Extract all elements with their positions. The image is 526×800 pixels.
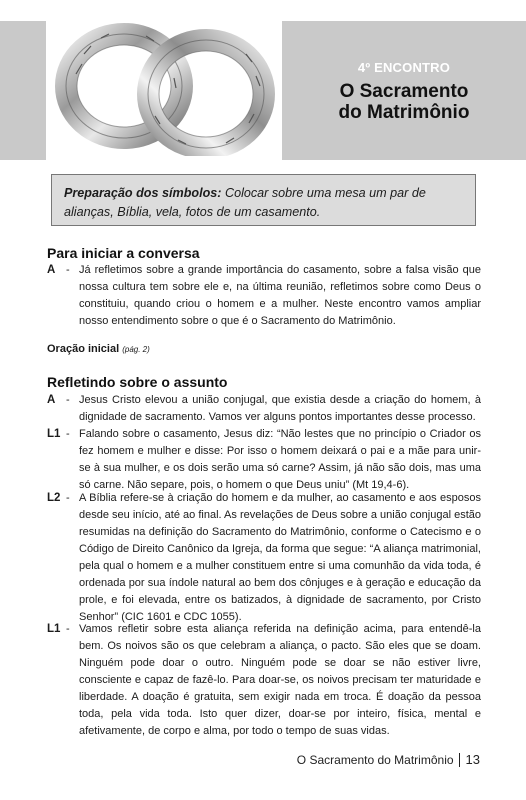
preparation-label: Preparação dos símbolos:: [64, 186, 222, 200]
entry-text: Já refletimos sobre a grande importância do casamento, sobre a falsa visão que nossa cultura tem sobre ele e, na última reunião, refletimos sobre como Deus o constituiu, quando criou o homem e a mulher. Neste encontro vamos ampliar nosso entendimento sobre o que é o Sacramento do Matrimônio.: [79, 264, 481, 327]
dialogue-entry: [47, 426, 481, 494]
footer-divider: [459, 753, 460, 767]
dash: -: [66, 264, 70, 276]
entry-text: Vamos refletir sobre esta aliança referida na definição acima, para entendê-la bem. Os noivos são os que celebram a aliança, o pacto. São eles que se doam. Ninguém pode doar o outro. Ninguém pode se doar se não estiver livre, consciente e capaz de fazê-lo. Para doar-se, os noivos precisam ter maturidade e liberdade. A doação é gratuita, sem exigir nada em troca. É doação da pessoa toda, pela vida toda. Isto quer dizer, doar-se por inteiro, física, mental e afetivamente, de corpo e alma, por todo o tempo de suas vidas.: [79, 623, 481, 737]
page-number: 13: [465, 752, 480, 767]
speaker-label: A: [47, 394, 56, 406]
chapter-header-box: [282, 21, 526, 160]
entry-text: Jesus Cristo elevou a união conjugal, que existia desde a criação do homem, à dignidade de sacramento. Vamos ver alguns pontos importantes desse processo.: [79, 394, 481, 423]
wedding-rings-photo: [46, 14, 282, 156]
section-heading-reflect: Refletindo sobre o assunto: [47, 374, 228, 390]
prayer-heading: [47, 343, 150, 355]
speaker-label: L1: [47, 428, 61, 440]
dash: -: [66, 428, 70, 440]
preparation-text: Colocar sobre uma mesa um par de alianças, Bíblia, vela, fotos de um casamento.: [64, 186, 426, 219]
speaker-label: L1: [47, 623, 61, 635]
dialogue-entry: [47, 490, 481, 626]
entry-text: Falando sobre o casamento, Jesus diz: “Não lestes que no princípio o Criador os fez homem e mulher e disse: Por isso o homem deixará o pai e a mãe para unir-se à sua mulher, e os dois serão uma só carne? Assim, já não são dois, mas uma só carne. Não separe, pois, o homem o que Deus uniu” (Mt 19,4-6).: [79, 428, 481, 491]
prayer-page-ref: (pág. 2): [122, 345, 150, 354]
dash: -: [66, 394, 70, 406]
chapter-title: [282, 81, 526, 123]
entry-text: A Bíblia refere-se à criação do homem e da mulher, ao casamento e aos esposos desde seu início, até ao final. As revelações de Deus sobre a união conjugal estão resumidas na definição do Sacramento do Matrimônio, conforme o Catecismo e o Código de Direito Canônico da Igreja, da forma que segue: “A aliança matrimonial, pela qual o homem e a mulher constituem entre si uma comunhão da vida toda, é ordenada por sua índole natural ao bem dos cônjuges e à geração e educação da prole, e foi elevada, entre os batizados, à dignidade de sacramento, por Cristo Senhor” (CIC 1601 e CDC 1055).: [79, 492, 481, 623]
dialogue-entry: [47, 621, 481, 740]
wedding-rings-icon: [46, 14, 282, 156]
header-band-left: [0, 21, 46, 160]
running-title: O Sacramento do Matrimônio: [296, 752, 454, 767]
chapter-title-line2: do Matrimônio: [338, 102, 470, 123]
speaker-label: L2: [47, 492, 61, 504]
dash: -: [66, 492, 70, 504]
dialogue-entry: [47, 262, 481, 330]
prayer-label: Oração inicial: [47, 343, 120, 355]
preparation-box: [51, 174, 476, 226]
dash: -: [66, 623, 70, 635]
chapter-kicker: 4º ENCONTRO: [357, 60, 451, 75]
dialogue-entry: [47, 392, 481, 426]
chapter-title-line1: O Sacramento: [339, 81, 469, 102]
section-heading-start: Para iniciar a conversa: [47, 245, 200, 261]
speaker-label: A: [47, 264, 56, 276]
page-footer: [297, 752, 480, 767]
